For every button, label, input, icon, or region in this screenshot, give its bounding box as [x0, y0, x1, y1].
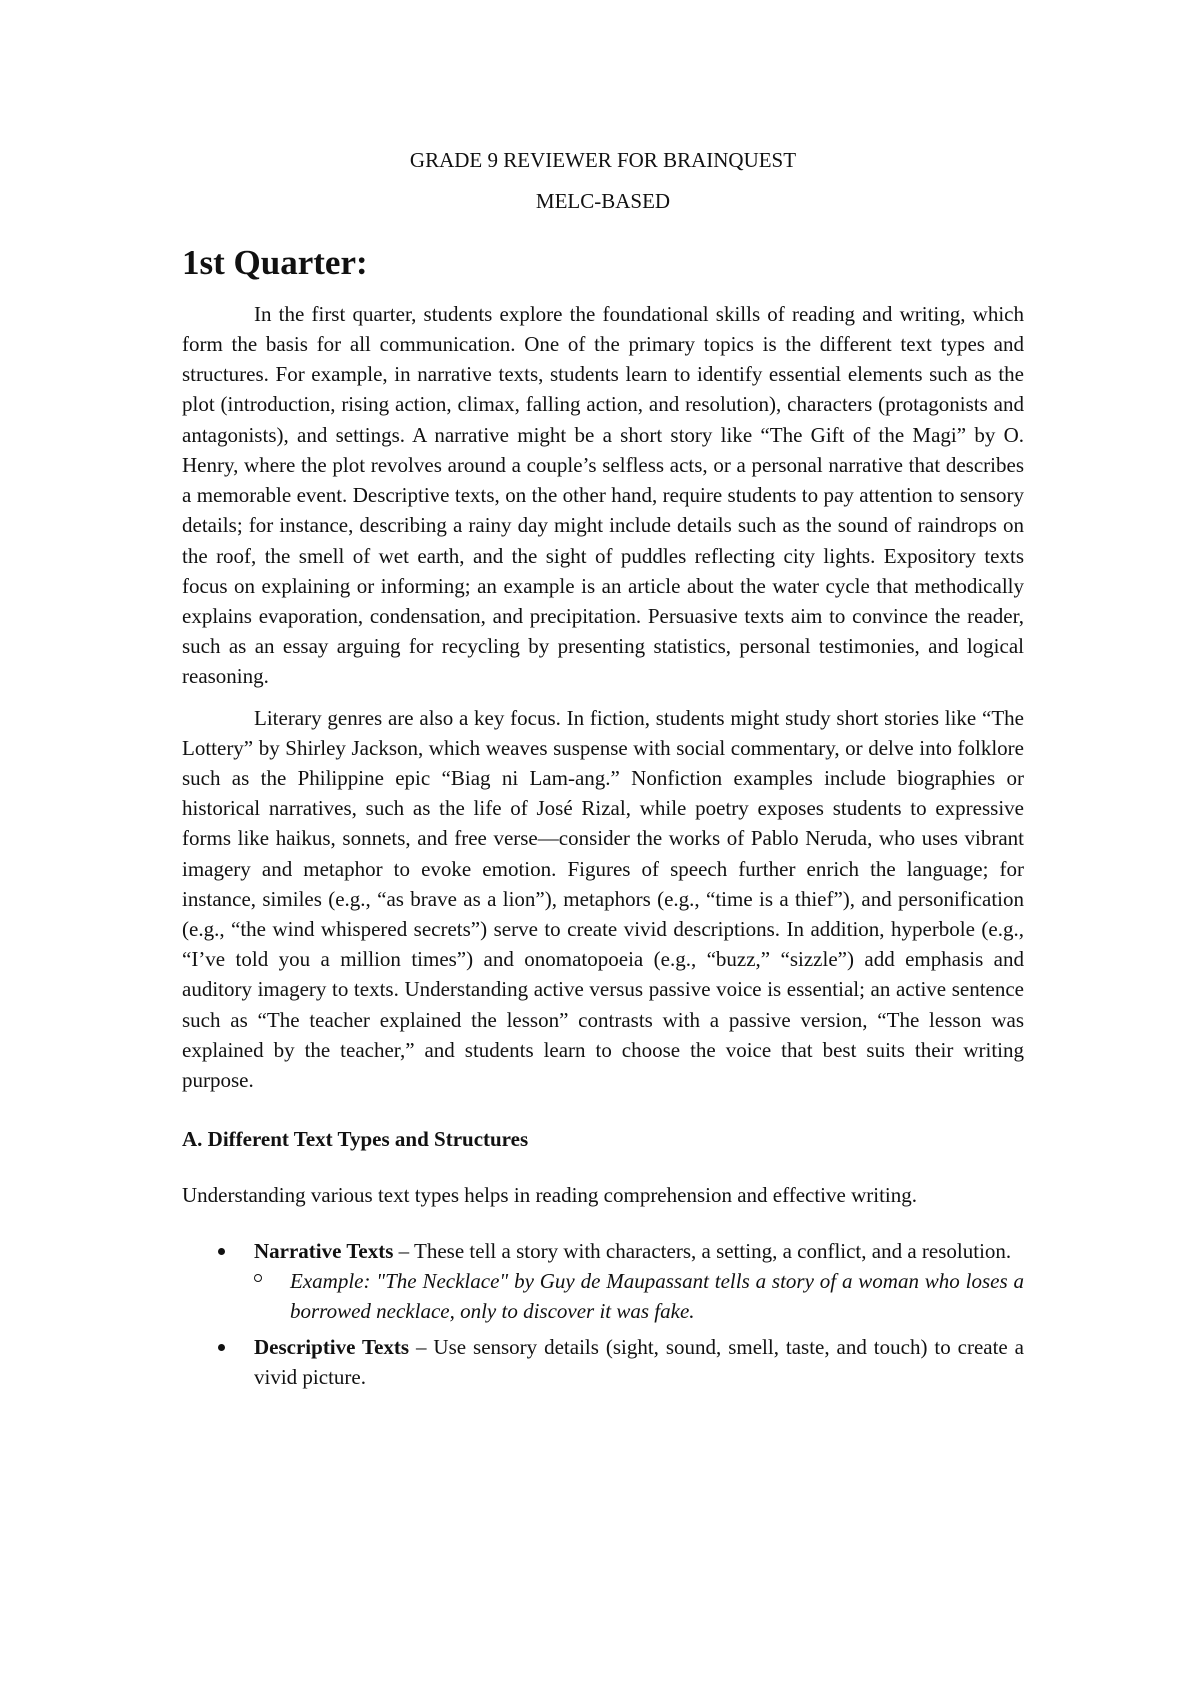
body-paragraph-2: Literary genres are also a key focus. In fiction, students might study short stories like “The Lottery” by Shirley Jackson, which weaves suspense with social commentary, or delve into folklore such as the Philippine epic “Biag ni Lam-ang.” Nonfiction examples include biographies or historical narratives, such as the life of José Rizal, while poetry exposes students to expressive forms like haikus, sonnets, and free verse—consider the works of Pablo Neruda, who uses vibrant imagery and metaphor to evoke emotion. Figures of speech further enrich the language; for instance, similes (e.g., “as brave as a lion”), metaphors (e.g., “time is a thief”), and personification (e.g., “the wind whispered secrets”) serve to create vivid descriptions. In addition, hyperbole (e.g., “I’ve told you a million times”) and onomatopoeia (e.g., “buzz,” “sizzle”) add emphasis and auditory imagery to texts. Understanding active versus passive voice is essential; an active sentence such as “The teacher explained the lesson” contrasts with a passive version, “The lesson was explained by the teacher,” and students learn to choose the voice that best suits their writing purpose. [182, 705, 1024, 1092]
section-a-heading: A. Different Text Types and Structures [182, 1127, 529, 1152]
bullet-icon [218, 1248, 225, 1255]
text-types-list [182, 1236, 1024, 1392]
list-item-text: – Use sensory details (sight, sound, smell, taste, and touch) to create a vivid picture. [254, 1335, 1024, 1390]
body-paragraph-1: In the first quarter, students explore the foundational skills of reading and writing, which form the basis for all communication. One of the primary topics is the different text types and structures. For example, in narrative texts, students learn to identify essential elements such as the plot (introduction, rising action, climax, falling action, and resolution), characters (protagonists and antagonists), and settings. A narrative might be a short story like “The Gift of the Magi” by O. Henry, where the plot revolves around a couple’s selfless acts, or a personal narrative that describes a memorable event. Descriptive texts, on the other hand, require students to pay attention to sensory details; for instance, describing a rainy day might include details such as the sound of raindrops on the roof, the smell of wet earth, and the sight of puddles reflecting city lights. Expository texts focus on explaining or informing; an example is an article about the water cycle that methodically explains evaporation, condensation, and precipitation. Persuasive texts aim to convince the reader, such as an essay arguing for recycling by presenting statistics, personal testimonies, and logical reasoning. [182, 301, 1024, 689]
sub-list [254, 1266, 1024, 1326]
document-page [182, 140, 1024, 1398]
document-title: GRADE 9 REVIEWER FOR BRAINQUEST [409, 148, 797, 172]
sub-list-item-example [254, 1266, 1024, 1326]
document-subtitle: MELC-BASED [535, 189, 671, 214]
list-item-title: Descriptive Texts [254, 1335, 410, 1360]
list-item-title: Narrative Texts [254, 1239, 394, 1264]
section-a-intro: Understanding various text types helps in reading comprehension and effective writing. [182, 1183, 917, 1208]
list-item-narrative [182, 1236, 1024, 1326]
list-item-descriptive [182, 1332, 1024, 1392]
circle-bullet-icon [254, 1274, 262, 1282]
bullet-icon [218, 1344, 225, 1351]
list-item-text: – These tell a story with characters, a setting, a conflict, and a resolution. [393, 1239, 1012, 1264]
example-text: Example: "The Necklace" by Guy de Maupassant tells a story of a woman who loses a borrowed necklace, only to discover it was fake. [290, 1269, 1024, 1324]
quarter-heading: 1st Quarter: [182, 243, 368, 283]
